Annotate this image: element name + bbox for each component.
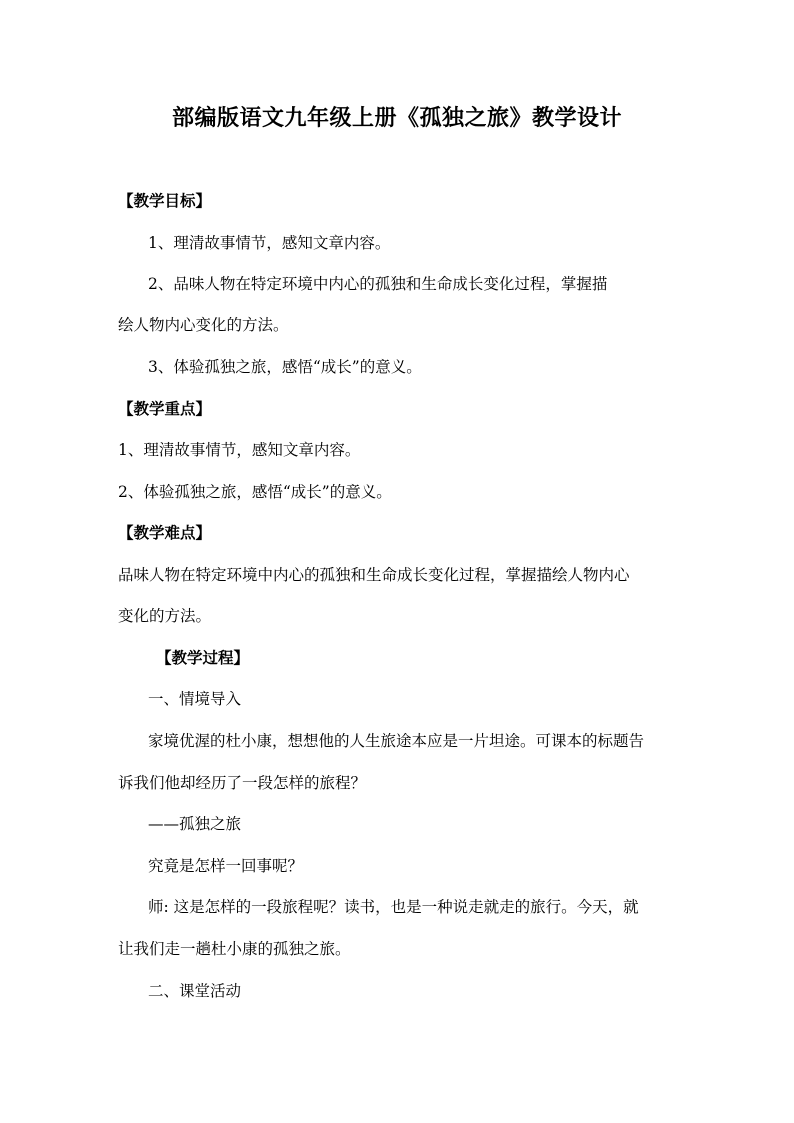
difficulties-heading: 【教学难点】 <box>118 523 212 542</box>
process-heading: 【教学过程】 <box>156 648 250 667</box>
key-points-heading: 【教学重点】 <box>118 399 212 418</box>
process-item-2-cont: 诉我们他却经历了一段怎样的旅程？ <box>118 774 367 792</box>
objective-item-3: 3、体验孤独之旅，感悟“成长”的意义。 <box>148 358 422 376</box>
difficulty-item-1-cont: 变化的方法。 <box>118 607 212 625</box>
process-item-2: 家境优渥的杜小康，想想他的人生旅途本应是一片坦途。可课本的标题告 <box>148 732 645 750</box>
process-item-5-cont: 让我们走一趟杜小康的孤独之旅。 <box>118 940 351 958</box>
process-item-6: 二、课堂活动 <box>148 982 242 1000</box>
process-item-3: ——孤独之旅 <box>148 815 242 833</box>
process-item-4: 究竟是怎样一回事呢？ <box>148 857 304 875</box>
process-item-5: 师: 这是怎样的一段旅程呢？读书，也是一种说走就走的旅行。今天，就 <box>148 898 639 916</box>
difficulty-item-1: 品味人物在特定环境中内心的孤独和生命成长变化过程，掌握描绘人物内心 <box>118 566 630 584</box>
process-item-1: 一、情境导入 <box>148 690 242 708</box>
key-point-item-1: 1、理清故事情节，感知文章内容。 <box>118 441 361 459</box>
objective-item-2: 2、品味人物在特定环境中内心的孤独和生命成长变化过程，掌握描 <box>148 275 608 293</box>
objectives-heading: 【教学目标】 <box>118 191 212 210</box>
key-point-item-2: 2、体验孤独之旅，感悟“成长”的意义。 <box>118 483 392 501</box>
objective-item-1: 1、理清故事情节，感知文章内容。 <box>148 234 391 252</box>
document-title: 部编版语文九年级上册《孤独之旅》教学设计 <box>171 105 622 131</box>
objective-item-2-cont: 绘人物内心变化的方法。 <box>118 316 289 334</box>
